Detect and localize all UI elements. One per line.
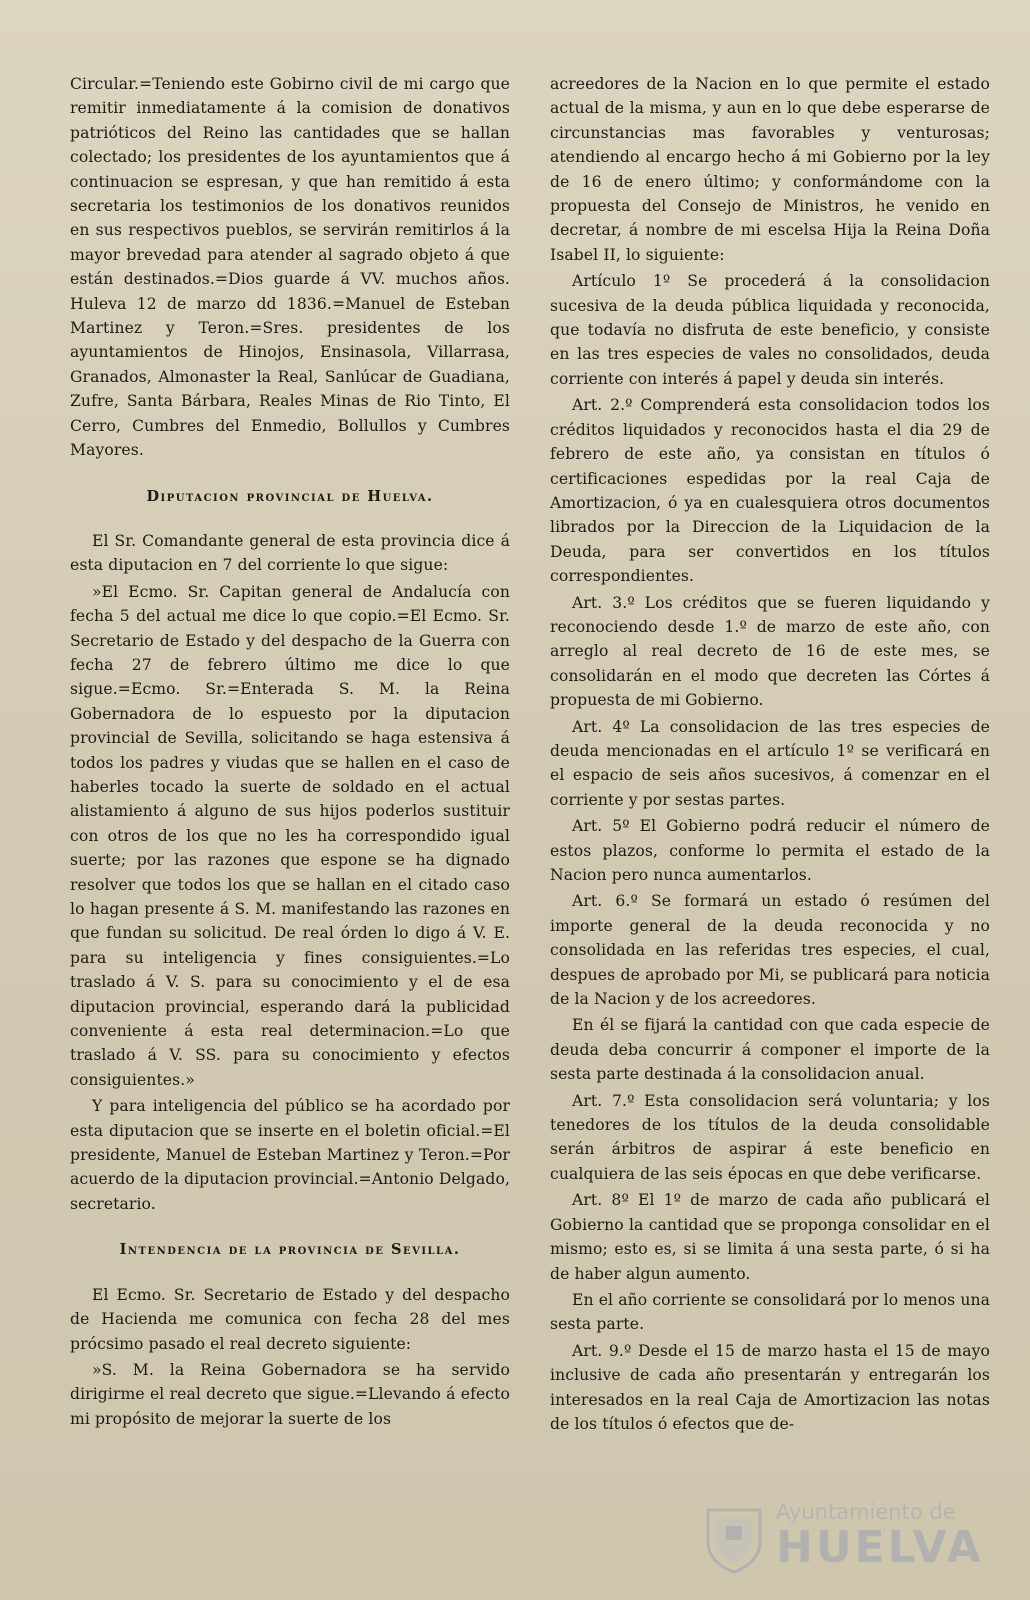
article-8: Art. 8º El 1º de marzo de cada año publicará el Gobierno la cantidad que se proponga consolidar en el mismo; esto es, si se limita á una sesta parte, ó si ha de haber algun aumento. [550, 1191, 990, 1283]
paragraph: En el año corriente se consolidará por lo menos una sesta parte. [550, 1290, 990, 1334]
city-shield-icon [702, 1504, 766, 1574]
watermark-line1: Ayuntamiento de [776, 1500, 956, 1524]
circular-paragraph: Circular.=Teniendo este Gobirno civil de mi cargo que remitir inmediatamente á la comision de donativos patrióticos del Reino las cantidades que se hallan colectado; los presidentes de los ayuntamientos que á continuacion se espresan, y que han remitido á esta secretaria los testimonios de los donativos reunidos en sus respectivos pueblos, se servirán remitirlos á la mayor brevedad para atender al sagrado objeto á que están destinados.=Dios guarde á VV. muchos años. Huleva 12 de marzo dd 1836.=Manuel de Esteban Martinez y Teron.=Sres. presidentes de los ayuntamientos de Hinojos, Ensinasola, Villarrasa, Granados, Almonaster la Real, Sanlúcar de Guadiana, Zufre, Santa Bárbara, Reales Minas de Rio Tinto, El Cerro, Cumbres del Enmedio, Bollullos y Cumbres Mayores. [70, 75, 510, 460]
article-6: Art. 6.º Se formará un estado ó resúmen del importe general de la deuda reconocida y no consolidada en las referidas tres especies, el cual, despues de aprobado por Mi, se publicará para noticia de la Nacion y de los acreedores. [550, 892, 990, 1009]
watermark-line2: HUELVA [776, 1522, 984, 1573]
article-7: Art. 7.º Esta consolidacion será voluntaria; y los tenedores de los títulos de la deuda consolidable serán árbitros de aspirar á este beneficio en cualquiera de las seis épocas en que debe verificarse. [550, 1091, 990, 1183]
article-5: Art. 5º El Gobierno podrá reducir el número de estos plazos, conforme lo permita el estado de la Nacion pero nunca aumentarlos. [550, 817, 990, 884]
paragraph: Y para inteligencia del público se ha acordado por esta diputacion que se inserte en el boletin oficial.=El presidente, Manuel de Esteban Martinez y Teron.=Por acuerdo de la diputacion provincial.=Antonio Delgado, secretario. [70, 1097, 510, 1213]
paragraph: El Sr. Comandante general de esta provincia dice á esta diputacion en 7 del corriente lo que sigue: [70, 531, 510, 575]
paragraph: El Ecmo. Sr. Secretario de Estado y del despacho de Hacienda me comunica con fecha 28 del mes prócsimo pasado el real decreto siguiente: [70, 1285, 510, 1353]
article-1: Artículo 1º Se procederá á la consolidacion sucesiva de la deuda pública liquidada y reconocida, que todavía no disfruta de este beneficio, y consiste en las tres especies de vales no consolidados, deuda corriente con interés á papel y deuda sin interés. [550, 272, 990, 388]
right-column [550, 72, 990, 1438]
section-heading-diputacion: Diputacion provincial de Huelva. [146, 487, 434, 505]
left-column [70, 72, 510, 1433]
paragraph: »El Ecmo. Sr. Capitan general de Andalucía con fecha 5 del actual me dice lo que copio.=El Ecmo. Sr. Secretario de Estado y del despacho de la Guerra con fecha 27 de febrero último me dice lo que sigue.=Ecmo. Sr.=Enterada S. M. la Reina Gobernadora de lo espuesto por la diputacion provincial de Sevilla, solicitando se haga estensiva á todos los padres y viudas que se hallen en el caso de haberles tocado la suerte de soldado en el actual alistamiento á alguno de sus hijos poderlos sustituir con otros de los que no les ha correspondido igual suerte; por las razones que espone se ha dignado resolver que todos los que se hallan en el citado caso lo hagan presente á S. M. manifestando las razones en que fundan su solicitud. De real órden lo digo á V. E. para su inteligencia y fines consiguientes.=Lo traslado á V. S. para su conocimiento y el de esa diputacion provincial, esperando dará la publicidad conveniente á esta real determinacion.=Lo que traslado á V. SS. para su conocimiento y efectos consiguientes.» [70, 582, 510, 1089]
section-heading-intendencia: Intendencia de la provincia de Sevilla. [119, 1241, 461, 1259]
paragraph: »S. M. la Reina Gobernadora se ha servido dirigirme el real decreto que sigue.=Llevando á efecto mi propósito de mejorar la suerte de los [70, 1360, 510, 1428]
article-3: Art. 3.º Los créditos que se fueren liquidando y reconociendo desde 1.º de marzo de este año, con arreglo al real decreto de 16 de este mes, se consolidarán en el modo que decreten las Córtes á propuesta de mi Gobierno. [550, 593, 990, 710]
watermark [702, 1498, 1002, 1578]
paragraph: En él se fijará la cantidad con que cada especie de deuda deba concurrir á componer el importe de la sesta parte destinada á la consolidacion anual. [550, 1016, 990, 1084]
paragraph: acreedores de la Nacion en lo que permite el estado actual de la misma, y aun en lo que debe esperarse de circunstancias mas favorables y venturosas; atendiendo al encargo hecho á mi Gobierno por la ley de 16 de enero último; y conformándome con la propuesta del Consejo de Ministros, he venido en decretar, á nombre de mi escelsa Hija la Reina Doña Isabel II, lo siguiente: [550, 75, 990, 264]
article-2: Art. 2.º Comprenderá esta consolidacion todos los créditos liquidados y reconocidos hasta el dia 29 de febrero de este año, ya consistan en títulos ó certificaciones espedidas por la real Caja de Amortizacion, ó ya en cualesquiera otros documentos librados por la Direccion de la Liquidacion de la Deuda, para ser convertidos en los títulos correspondientes. [550, 396, 990, 586]
article-9: Art. 9.º Desde el 15 de marzo hasta el 15 de mayo inclusive de cada año presentarán y entregarán los interesados en la real Caja de Amortizacion las notas de los títulos ó efectos que de- [550, 1341, 990, 1433]
article-4: Art. 4º La consolidacion de las tres especies de deuda mencionadas en el artículo 1º se verificará en el espacio de seis años sucesivos, á comenzar en el corriente y por sestas partes. [550, 717, 990, 809]
